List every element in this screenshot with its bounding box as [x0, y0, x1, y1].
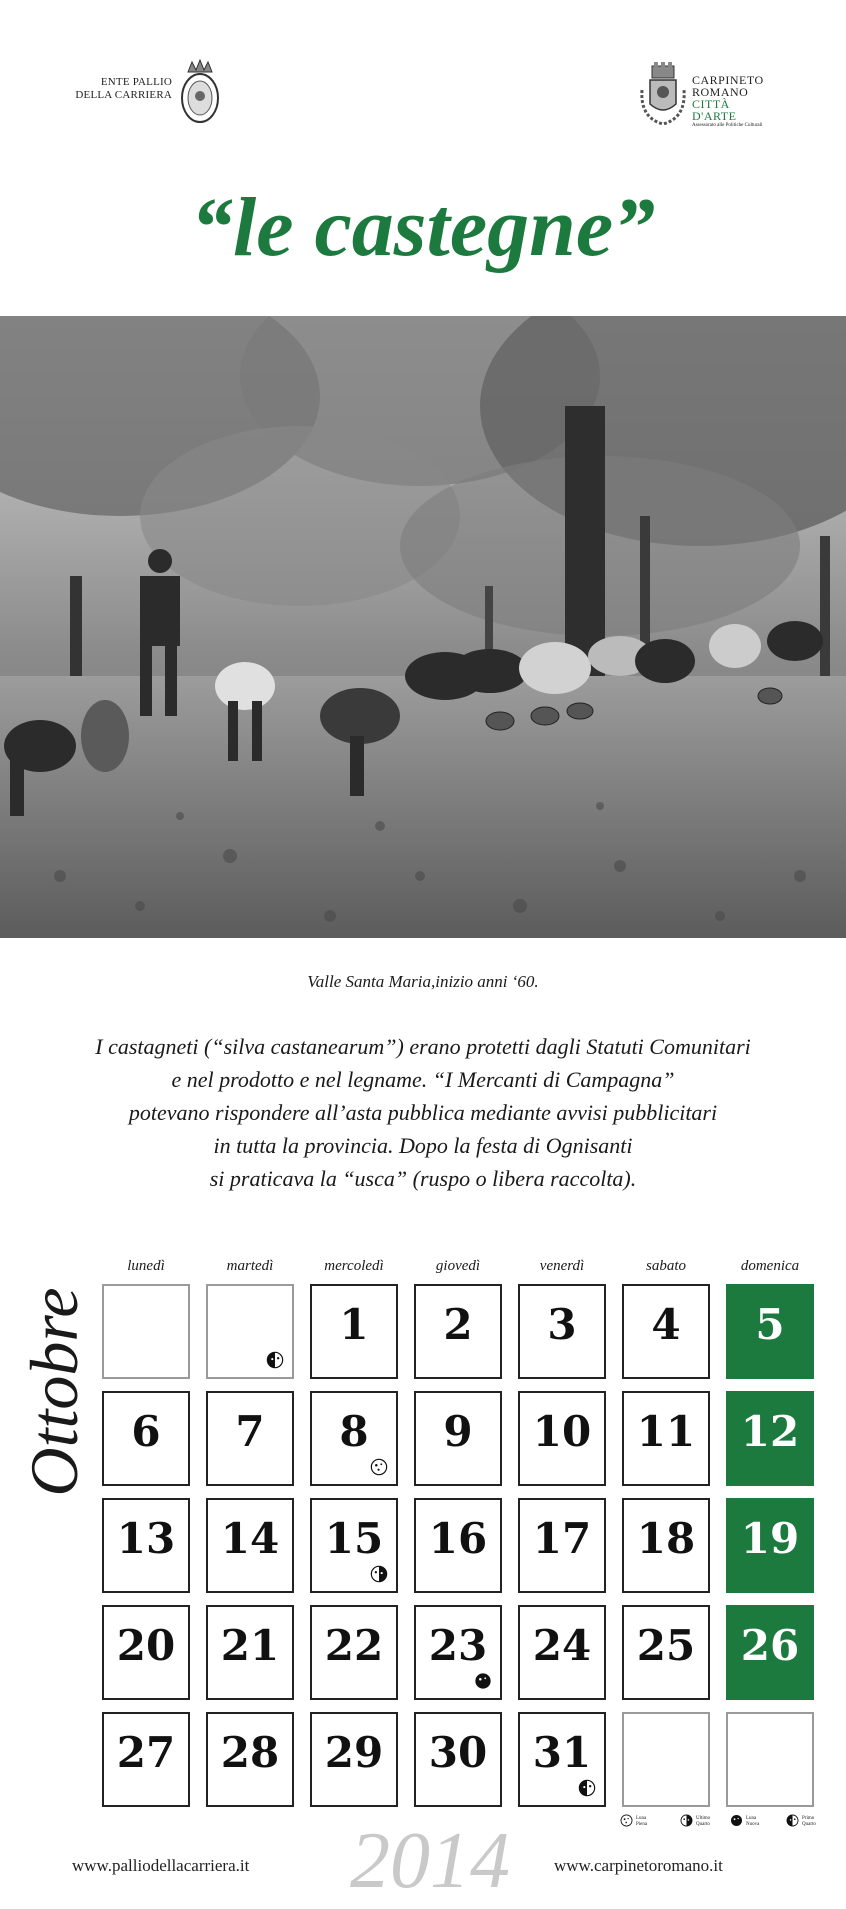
- ultimo-quarto-moon-icon: [370, 1565, 388, 1583]
- calendar-day-cell: [414, 1498, 502, 1593]
- legend-item-ultimo-quarto: [680, 1814, 730, 1834]
- coat-of-arms-icon: [176, 58, 224, 128]
- calendar-day-cell: [518, 1605, 606, 1700]
- day-number: 26: [740, 1621, 800, 1670]
- calendar-day-cell: [518, 1284, 606, 1379]
- legend-label-line: Piena: [636, 1822, 648, 1827]
- calendar-day-cell: [102, 1498, 190, 1593]
- luna-nuova-moon-icon: [474, 1672, 492, 1690]
- legend-label-line: Primo: [802, 1816, 815, 1821]
- day-number: 31: [532, 1728, 592, 1777]
- description-line: potevano rispondere all’asta pubblica mediante avvisi pubblicitari: [128, 1100, 718, 1125]
- ente-pallio-logo: [72, 58, 232, 130]
- month-label: Ottobre: [16, 1287, 92, 1497]
- calendar-day-cell: [518, 1712, 606, 1807]
- calendar-day-cell: [206, 1391, 294, 1486]
- day-number: 12: [740, 1407, 800, 1456]
- calendar-day-cell: [206, 1712, 294, 1807]
- calendar-day-cell: [622, 1498, 710, 1593]
- primo-quarto-moon-icon: [578, 1779, 596, 1797]
- calendar-empty-cell: [622, 1712, 710, 1807]
- legend-label: [746, 1816, 768, 1828]
- calendar-day-cell: [310, 1498, 398, 1593]
- legend-label-line: Quarto: [802, 1822, 816, 1827]
- calendar-day-cell: [102, 1712, 190, 1807]
- day-number: 10: [532, 1407, 592, 1456]
- day-number: 7: [235, 1407, 265, 1456]
- day-number: 3: [547, 1300, 577, 1349]
- calendar-day-cell: [726, 1498, 814, 1593]
- luna-piena-moon-icon: [620, 1814, 633, 1827]
- photo-caption: Valle Santa Maria,inizio anni ‘60.: [307, 972, 539, 991]
- carpineto-romano-logo: [636, 60, 776, 130]
- calendar-empty-cell: [206, 1284, 294, 1379]
- weekday-label: mercoledì: [324, 1258, 384, 1274]
- description-text: [40, 1030, 806, 1195]
- description-line: in tutta la provincia. Dopo la festa di Ognisanti: [213, 1133, 633, 1158]
- calendar-day-cell: [518, 1498, 606, 1593]
- description-line: e nel prodotto e nel legname. “I Mercanti di Campagna”: [171, 1067, 675, 1092]
- primo-quarto-moon-icon: [266, 1351, 284, 1369]
- day-number: 29: [324, 1728, 384, 1777]
- day-number: 14: [220, 1514, 280, 1563]
- day-number: 28: [220, 1728, 280, 1777]
- day-number: 1: [339, 1300, 369, 1349]
- calendar-day-cell: [102, 1391, 190, 1486]
- calendar-empty-cell: [102, 1284, 190, 1379]
- calendar-day-cell: [726, 1391, 814, 1486]
- legend-label: [696, 1816, 718, 1828]
- day-number: 16: [428, 1514, 488, 1563]
- legend-item-luna-nuova: [730, 1814, 780, 1834]
- weekday-label: lunedì: [127, 1258, 165, 1274]
- calendar-day-cell: [622, 1391, 710, 1486]
- weekday-label: giovedì: [435, 1258, 481, 1274]
- legend-label-line: Ultimo: [696, 1816, 711, 1821]
- calendar-day-cell: [102, 1605, 190, 1700]
- day-number: 24: [532, 1621, 592, 1670]
- weekday-label: martedì: [226, 1258, 274, 1274]
- day-number: 19: [740, 1514, 800, 1563]
- description-line: I castagneti (“silva castanearum”) erano protetti dagli Statuti Comunitari: [95, 1034, 751, 1059]
- calendar-day-cell: [414, 1391, 502, 1486]
- calendar-day-cell: [518, 1391, 606, 1486]
- chestnut-harvest-photo: [0, 316, 846, 938]
- day-number: 9: [443, 1407, 473, 1456]
- calendar-day-cell: [414, 1605, 502, 1700]
- day-number: 18: [636, 1514, 696, 1563]
- day-number: 17: [532, 1514, 592, 1563]
- calendar-day-cell: [310, 1605, 398, 1700]
- calendar-day-cell: [414, 1712, 502, 1807]
- calendar-day-cell: [622, 1284, 710, 1379]
- legend-item-luna-piena: [620, 1814, 670, 1834]
- carpineto-logo-text: CARPINETO ROMANO CITTÀ D'ARTE Assessorato alle Politiche Culturali: [692, 73, 764, 128]
- day-number: 6: [131, 1407, 161, 1456]
- day-number: 25: [636, 1621, 696, 1670]
- legend-label-line: Nuova: [746, 1822, 760, 1827]
- ultimo-quarto-moon-icon: [680, 1814, 693, 1827]
- day-number: 13: [116, 1514, 176, 1563]
- town-crest-icon: [636, 60, 690, 128]
- day-number: 21: [220, 1621, 280, 1670]
- calendar-day-cell: [622, 1605, 710, 1700]
- calendar-day-cell: [206, 1605, 294, 1700]
- day-number: 27: [116, 1728, 176, 1777]
- weekday-label: venerdì: [539, 1258, 585, 1274]
- calendar-day-cell: [726, 1605, 814, 1700]
- day-number: 5: [755, 1300, 785, 1349]
- day-number: 4: [651, 1300, 681, 1349]
- legend-label: [802, 1816, 824, 1828]
- calendar-empty-cell: [726, 1712, 814, 1807]
- calendar-year: 2014: [350, 1817, 510, 1905]
- footer-right-url[interactable]: www.carpinetoromano.it: [554, 1856, 723, 1875]
- day-number: 30: [428, 1728, 488, 1777]
- day-number: 20: [116, 1621, 176, 1670]
- calendar-day-cell: [206, 1498, 294, 1593]
- calendar-day-cell: [414, 1284, 502, 1379]
- calendar-day-cell: [310, 1391, 398, 1486]
- calendar-day-cell: [726, 1284, 814, 1379]
- day-number: 8: [339, 1407, 369, 1456]
- legend-item-primo-quarto: [786, 1814, 836, 1834]
- day-number: 2: [443, 1300, 473, 1349]
- legend-label-line: Luna: [636, 1816, 647, 1821]
- description-line: si praticava la “usca” (ruspo o libera raccolta).: [209, 1166, 637, 1191]
- weekday-label: sabato: [645, 1258, 686, 1274]
- ente-pallio-logo-text: ENTE PALLIO DELLA CARRIERA: [75, 76, 172, 101]
- luna-nuova-moon-icon: [730, 1814, 743, 1827]
- luna-piena-moon-icon: [370, 1458, 388, 1476]
- calendar-day-cell: [310, 1284, 398, 1379]
- legend-label-line: Luna: [746, 1816, 757, 1821]
- primo-quarto-moon-icon: [786, 1814, 799, 1827]
- footer-left-url[interactable]: www.palliodellacarriera.it: [72, 1856, 250, 1875]
- day-number: 15: [324, 1514, 384, 1563]
- legend-label: [636, 1816, 658, 1828]
- day-number: 22: [324, 1621, 384, 1670]
- legend-label-line: Quarto: [696, 1822, 710, 1827]
- day-number: 23: [428, 1621, 488, 1670]
- weekday-label: domenica: [740, 1258, 800, 1274]
- calendar-day-cell: [310, 1712, 398, 1807]
- page-title: “le castegne”: [190, 181, 656, 274]
- day-number: 11: [636, 1407, 696, 1456]
